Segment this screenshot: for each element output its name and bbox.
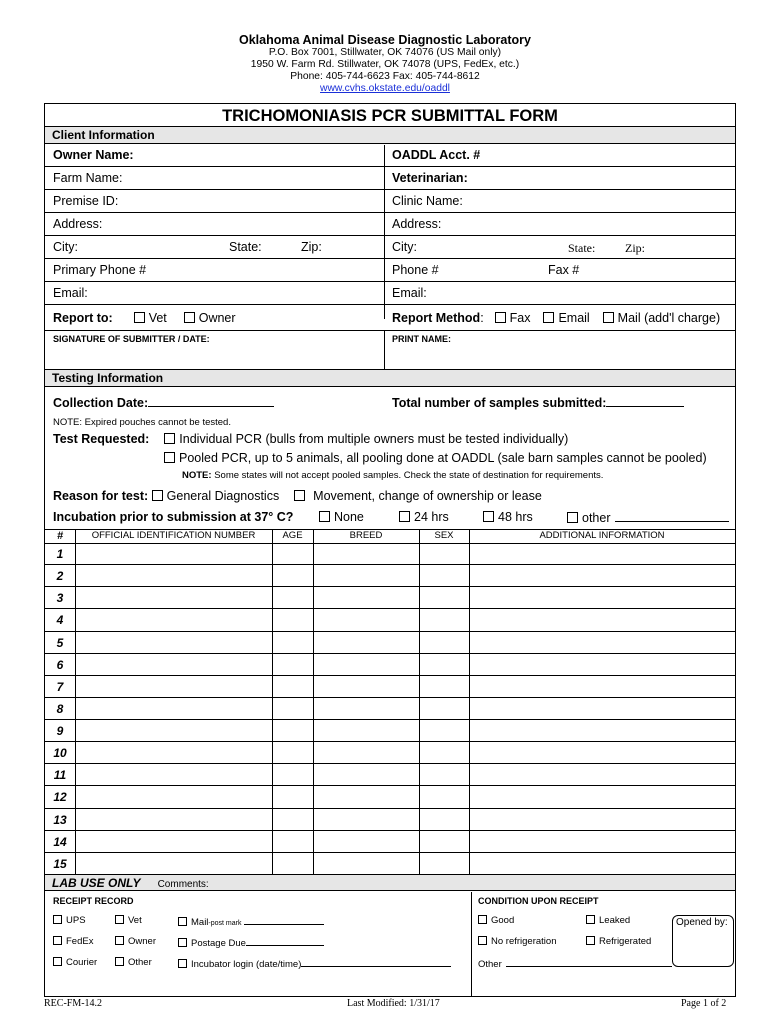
- note-pooled-label: NOTE:: [182, 470, 212, 481]
- report-owner-checkbox[interactable]: [184, 312, 195, 323]
- vet-label: Vet: [128, 915, 142, 926]
- table-row[interactable]: [45, 831, 735, 853]
- row-number: 5: [56, 635, 64, 650]
- clinic-fax-label: Fax #: [548, 263, 580, 277]
- fedex-checkbox[interactable]: [53, 936, 62, 945]
- col-official-id: OFFICIAL IDENTIFICATION NUMBER: [91, 530, 256, 541]
- row-number: 3: [56, 591, 64, 606]
- reason-label: Reason for test:: [53, 489, 149, 503]
- website-link[interactable]: www.cvhs.okstate.edu/oaddl: [320, 83, 450, 94]
- client-information-header: Client Information: [45, 127, 735, 144]
- col-number: #: [56, 530, 64, 542]
- address-street: 1950 W. Farm Rd. Stillwater, OK 74078 (UPS, FedEx, etc.): [250, 59, 520, 70]
- owner-zip-label: Zip:: [301, 240, 322, 254]
- method-fax-checkbox[interactable]: [495, 312, 506, 323]
- lab-use-header: [45, 875, 735, 891]
- collection-date-field[interactable]: [148, 395, 274, 407]
- table-row[interactable]: [45, 698, 735, 720]
- report-method-label: Report Method: [392, 311, 481, 325]
- no-refrigeration-label: No refrigeration: [491, 936, 557, 947]
- inc-other-checkbox[interactable]: [567, 512, 578, 523]
- pooled-pcr-label: Pooled PCR, up to 5 animals, all pooling done at OADDL (sale barn samples cannot be pooled): [179, 451, 707, 465]
- inc-other-field[interactable]: [615, 510, 729, 522]
- oaddl-acct-label: OADDL Acct. #: [392, 148, 481, 162]
- row-number: 1: [56, 547, 64, 561]
- clinic-address-label: Address:: [392, 217, 442, 231]
- phone-fax: Phone: 405-744-6623 Fax: 405-744-8612: [290, 71, 480, 82]
- owner-email-label: Email:: [53, 286, 88, 300]
- table-row[interactable]: [45, 676, 735, 698]
- row-number: 4: [56, 613, 64, 628]
- fedex-label: FedEx: [66, 936, 94, 947]
- no-refrigeration-checkbox[interactable]: [478, 936, 487, 945]
- mail-checkbox[interactable]: [178, 917, 187, 926]
- table-row[interactable]: [45, 764, 735, 786]
- row-number: 8: [56, 701, 64, 716]
- pooled-pcr-checkbox[interactable]: [164, 452, 175, 463]
- note-pooled-text: Some states will not accept pooled samples. Check the state of destination for requirements.: [214, 470, 604, 481]
- refrigerated-checkbox[interactable]: [586, 936, 595, 945]
- row-number: 15: [53, 856, 67, 871]
- col-age: AGE: [282, 530, 303, 541]
- incubator-login-label: Incubator login (date/time): [191, 959, 302, 970]
- good-checkbox[interactable]: [478, 915, 487, 924]
- inc-24-checkbox[interactable]: [399, 511, 410, 522]
- signature-label: SIGNATURE OF SUBMITTER / DATE:: [53, 334, 210, 344]
- farm-name-label: Farm Name:: [53, 171, 123, 185]
- clinic-city-label: City:: [392, 240, 417, 254]
- col-additional-info: ADDITIONAL INFORMATION: [539, 530, 665, 541]
- submittal-form: TRICHOMONIASIS PCR SUBMITTAL FORM Client Information Owner Name: OADDL Acct. # Farm Name: Veterinarian: Premise ID: Clinic Name: Address: Address: City: State: Zip: City: State: Zip: Primary Phone # Phone # Fax # Email: Email: Report to: Vet Owner Report Method: Fax Email Mail (add'l charge) SIGNATURE OF SUBMITTER / DATE: PRINT NAME: Testing Information Collection Date: Total number of samples submitted: NOTE: Expired pouches cannot be tested. Test Requested: Individual PCR (bulls from multiple owners must be tested individually) Pooled PCR, up to 5 animals, all pooling done at OADDL (sale barn samples cannot be pooled) NOTE: Some states will not accept pooled samples. Check the state of destination for requirements. Reason for test: General Diagnostics Movement, change of ownership or lease Incubation prior to submission at 37° C? None 24 hrs 48 hrs other # OFFICIAL IDENTIFICATION NUMBER AGE BREED SEX ADDITIONAL INFORMATION 1 2 3 4 5 6 7 8 9 10 11 12 13 14 15 LAB USE ONLY Comments: RECEIPT RECORD CONDITION UPON RECEIPT UPS Vet Mail-post mark Good Leaked FedEx Owner Postage Due No refrigeration Refrigerated Courier Other Incubator login (date/time) Other Opened by:: [44, 103, 736, 997]
- refrigerated-label: Refrigerated: [599, 936, 652, 947]
- vet-checkbox[interactable]: [115, 915, 124, 924]
- opened-by-box[interactable]: [672, 915, 734, 967]
- owner-address-label: Address:: [53, 217, 103, 231]
- leaked-label: Leaked: [599, 915, 631, 926]
- page-number: Page 1 of 2: [681, 998, 727, 1009]
- courier-checkbox[interactable]: [53, 957, 62, 966]
- table-row[interactable]: [45, 853, 735, 875]
- receipt-record-label: RECEIPT RECORD: [53, 896, 134, 906]
- test-requested-label: Test Requested:: [53, 432, 150, 446]
- incubator-login-checkbox[interactable]: [178, 959, 187, 968]
- postage-due-label: Postage Due: [191, 938, 246, 949]
- report-vet-label: Vet: [148, 311, 167, 325]
- report-owner-label: Owner: [198, 311, 236, 325]
- clinic-zip-label: Zip:: [625, 241, 645, 255]
- inc-48-label: 48 hrs: [498, 510, 533, 524]
- animal-table: [45, 529, 735, 875]
- row-number: 7: [56, 679, 64, 694]
- report-to-label: Report to:: [53, 311, 113, 325]
- postage-due-field[interactable]: [246, 936, 324, 946]
- row-number: 11: [53, 768, 67, 783]
- row-number: 9: [56, 724, 64, 739]
- inc-other-label: other: [582, 511, 611, 525]
- table-row[interactable]: [45, 543, 735, 565]
- postage-due-checkbox[interactable]: [178, 938, 187, 947]
- row-number: 2: [56, 569, 64, 584]
- mail-label: Mail: [191, 917, 209, 928]
- note-expired: NOTE: Expired pouches cannot be tested.: [53, 417, 231, 428]
- reason-general-label: General Diagnostics: [166, 489, 280, 503]
- row-number: 6: [56, 657, 64, 672]
- print-name-label: PRINT NAME:: [392, 334, 451, 344]
- good-label: Good: [491, 915, 515, 926]
- inc-24-label: 24 hrs: [414, 510, 449, 524]
- clinic-phone-label: Phone #: [392, 263, 439, 277]
- individual-pcr-checkbox[interactable]: [164, 433, 175, 444]
- owner-state-label: State:: [229, 240, 262, 254]
- row-number: 13: [53, 812, 67, 827]
- collection-date-label: Collection Date:: [53, 396, 149, 410]
- table-row[interactable]: [45, 632, 735, 654]
- condition-label: CONDITION UPON RECEIPT: [478, 896, 599, 906]
- veterinarian-label: Veterinarian:: [392, 171, 468, 185]
- primary-phone-label: Primary Phone #: [53, 263, 147, 277]
- comments-label: Comments:: [157, 879, 209, 890]
- owner-city-label: City:: [53, 240, 78, 254]
- post-mark-field[interactable]: [244, 915, 324, 925]
- method-email-label: Email: [558, 311, 590, 325]
- other-label: Other: [128, 957, 152, 968]
- row-number: 12: [53, 790, 67, 805]
- table-row[interactable]: [45, 786, 735, 808]
- col-breed: BREED: [349, 530, 383, 541]
- table-row[interactable]: [45, 720, 735, 742]
- table-row[interactable]: [45, 742, 735, 764]
- clinic-state-label: State:: [568, 241, 596, 255]
- method-mail-checkbox[interactable]: [603, 312, 614, 323]
- method-fax-label: Fax: [509, 311, 531, 325]
- total-samples-label: Total number of samples submitted:: [392, 396, 607, 410]
- individual-pcr-label: Individual PCR (bulls from multiple owners must be tested individually): [179, 432, 569, 446]
- other-checkbox[interactable]: [115, 957, 124, 966]
- method-email-checkbox[interactable]: [543, 312, 554, 323]
- ups-checkbox[interactable]: [53, 915, 62, 924]
- testing-information-header: Testing Information: [45, 370, 735, 387]
- owner-checkbox[interactable]: [115, 936, 124, 945]
- table-row[interactable]: [45, 565, 735, 587]
- courier-label: Courier: [66, 957, 98, 968]
- other-condition-field[interactable]: [506, 957, 672, 967]
- other-condition-label: Other: [478, 959, 502, 970]
- incubator-login-field[interactable]: [301, 957, 451, 967]
- inc-none-label: None: [334, 510, 364, 524]
- reason-movement-label: Movement, change of ownership or lease: [313, 489, 542, 503]
- lab-name: Oklahoma Animal Disease Diagnostic Laboratory: [239, 33, 531, 47]
- premise-id-label: Premise ID:: [53, 194, 119, 208]
- method-mail-label: Mail (add'l charge): [617, 311, 721, 325]
- clinic-email-label: Email:: [392, 286, 427, 300]
- table-row[interactable]: [45, 609, 735, 631]
- total-samples-field[interactable]: [606, 395, 684, 407]
- leaked-checkbox[interactable]: [586, 915, 595, 924]
- inc-48-checkbox[interactable]: [483, 511, 494, 522]
- reason-general-checkbox[interactable]: [152, 490, 163, 501]
- owner-label: Owner: [128, 936, 156, 947]
- report-vet-checkbox[interactable]: [134, 312, 145, 323]
- lab-use-title: LAB USE ONLY: [52, 876, 141, 890]
- table-row[interactable]: [45, 587, 735, 609]
- owner-name-label: Owner Name:: [53, 148, 134, 162]
- inc-none-checkbox[interactable]: [319, 511, 330, 522]
- row-number: 14: [53, 834, 67, 849]
- form-code: REC-FM-14.2: [44, 998, 103, 1009]
- opened-by-label: Opened by:: [676, 917, 728, 928]
- row-number: 10: [53, 746, 67, 761]
- reason-movement-checkbox[interactable]: [294, 490, 305, 501]
- form-title: TRICHOMONIASIS PCR SUBMITTAL FORM: [45, 104, 735, 127]
- last-modified: Last Modified: 1/31/17: [347, 998, 440, 1009]
- ups-label: UPS: [66, 915, 86, 926]
- address-po: P.O. Box 7001, Stillwater, OK 74076 (US Mail only): [268, 47, 502, 58]
- col-sex: SEX: [434, 530, 454, 541]
- table-row[interactable]: [45, 654, 735, 676]
- post-mark-label: -post mark: [208, 920, 242, 927]
- table-row[interactable]: [45, 809, 735, 831]
- incubation-label: Incubation prior to submission at 37° C?: [53, 510, 294, 524]
- clinic-name-label: Clinic Name:: [392, 194, 463, 208]
